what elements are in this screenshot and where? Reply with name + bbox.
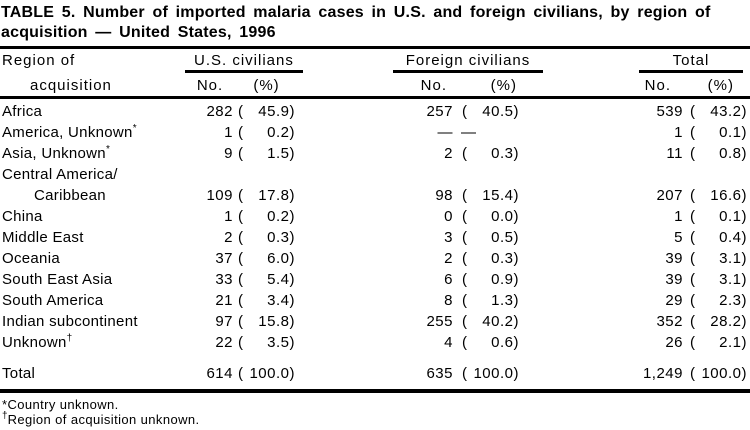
pct-value: 100.0	[701, 365, 742, 382]
pct-value: 40.5	[482, 103, 514, 120]
us-civilians-pct: ( 0.3)	[238, 229, 295, 246]
pct-value: 0.2	[267, 208, 290, 225]
table-row	[0, 290, 750, 311]
foreign-civilians-pct: ( 0.9)	[462, 271, 519, 288]
pct-value: 1.5	[267, 145, 290, 162]
row-label: China	[2, 208, 43, 225]
table-row	[0, 363, 750, 385]
foreign-civilians-group-label: Foreign civilians	[393, 52, 543, 73]
table-title-line2: acquisition — United States, 1996	[1, 24, 276, 41]
total-pct: ( 28.2)	[690, 313, 747, 330]
total-group-header	[522, 52, 750, 73]
total-no: 39	[665, 250, 683, 267]
row-label: America, Unknown*	[2, 123, 137, 141]
us-civilians-no: 33	[215, 271, 233, 288]
table-row	[0, 332, 750, 353]
us-civilians-pct	[235, 164, 298, 185]
us-civilians-group-header	[185, 52, 298, 73]
pct-value: 100.0	[249, 365, 290, 382]
us-civilians-no: 9	[224, 145, 233, 162]
foreign-civilians-group-header	[298, 52, 531, 73]
pct-value: 40.2	[482, 313, 514, 330]
total-pct: ( 0.1)	[690, 208, 747, 225]
foreign-civilians-pct: ( 0.3)	[462, 145, 519, 162]
total-no: 11	[666, 145, 683, 162]
pct-value: 0.3	[267, 229, 290, 246]
foreign-civilians-pct: ( 1.3)	[462, 292, 519, 309]
row-label: Unknown†	[2, 333, 73, 351]
pct-value: 0.2	[267, 124, 290, 141]
total-pct: ( 3.1)	[690, 250, 747, 267]
foreign-civilians-no: 6	[444, 271, 453, 288]
total-pct: ( 0.8)	[690, 145, 747, 162]
table-row	[0, 206, 750, 227]
foreign-civilians-no: 635	[426, 365, 453, 382]
us-civilians-pct: ( 6.0)	[238, 250, 295, 267]
footnote-marker: †	[2, 410, 8, 422]
pct-value: 0.3	[491, 145, 514, 162]
us-civilians-no: 1	[224, 124, 233, 141]
pct-value: 15.8	[258, 313, 290, 330]
foreign-no-column-header: No.	[420, 77, 447, 94]
table-total-section	[0, 363, 750, 385]
total-no: 29	[665, 292, 683, 309]
us-civilians-no: 109	[206, 187, 233, 204]
table-header	[0, 49, 750, 96]
foreign-civilians-no: 0	[444, 208, 453, 225]
footnote-text: Country unknown.	[7, 397, 119, 412]
table-title	[0, 0, 750, 43]
table-row	[0, 122, 750, 143]
us-civilians-pct: ( 5.4)	[238, 271, 295, 288]
pct-value: 0.4	[719, 229, 742, 246]
total-pct: ( 0.4)	[690, 229, 747, 246]
foreign-civilians-pct: ( 0.3)	[462, 250, 519, 267]
total-no: 39	[665, 271, 683, 288]
us-civilians-no: 282	[206, 103, 233, 120]
pct-value: 1.3	[491, 292, 514, 309]
footnote-marker-superscript: *	[132, 123, 137, 134]
row-label: Central America/	[2, 166, 118, 183]
total-pct: ( 100.0)	[690, 365, 747, 382]
foreign-civilians-pct: ( 0.6)	[462, 334, 519, 351]
total-pct: ( 16.6)	[690, 187, 747, 204]
pct-value: 17.8	[258, 187, 290, 204]
pct-value: 3.5	[267, 334, 290, 351]
footnote-text: Region of acquisition unknown.	[7, 412, 200, 427]
total-pct	[685, 164, 750, 185]
table-row	[0, 227, 750, 248]
row-label: Indian subcontinent	[2, 313, 138, 330]
us-civilians-pct: ( 3.5)	[238, 334, 295, 351]
us-civilians-no	[185, 164, 235, 185]
total-pct: ( 3.1)	[690, 271, 747, 288]
total-no: 352	[656, 313, 683, 330]
table-row	[0, 185, 750, 206]
total-pct: ( 43.2)	[690, 103, 747, 120]
footnote-marker: *	[2, 397, 8, 412]
foreign-civilians-no: —	[437, 124, 453, 141]
table-row	[0, 248, 750, 269]
pct-value: 0.1	[719, 208, 742, 225]
total-no: 539	[656, 103, 683, 120]
row-label: Caribbean	[34, 187, 106, 204]
row-label: Africa	[2, 103, 43, 120]
us-civilians-pct: ( 0.2)	[238, 124, 295, 141]
foreign-civilians-no: 255	[426, 313, 453, 330]
total-pct: ( 0.1)	[690, 124, 747, 141]
row-label: South East Asia	[2, 271, 113, 288]
pct-value: 0.5	[491, 229, 514, 246]
us-civilians-pct: ( 45.9)	[238, 103, 295, 120]
pct-value: 100.0	[473, 365, 514, 382]
pct-value: 0.1	[719, 124, 742, 141]
row-label: Asia, Unknown*	[2, 144, 110, 162]
pct-value: 28.2	[710, 313, 742, 330]
table-body	[0, 101, 750, 353]
row-label: Oceania	[2, 250, 60, 267]
total-no: 5	[674, 229, 683, 246]
foreign-civilians-no: 2	[444, 145, 453, 162]
us-civilians-no: 614	[206, 365, 233, 382]
foreign-civilians-pct: ( 40.5)	[462, 103, 519, 120]
foreign-civilians-no: 4	[444, 334, 453, 351]
pct-value: 0.3	[491, 250, 514, 267]
us-no-column-header: No.	[196, 77, 224, 94]
table-title-line1: TABLE 5. Number of imported malaria cases in U.S. and foreign civilians, by region of	[1, 4, 711, 21]
table-row	[0, 101, 750, 122]
row-label: Total	[2, 365, 36, 382]
footnotes	[0, 393, 750, 427]
total-pct: ( 2.1)	[690, 334, 747, 351]
total-pct-column-header: (%)	[707, 77, 734, 94]
pct-value: 5.4	[267, 271, 290, 288]
row-label: South America	[2, 292, 104, 309]
pct-value: 3.1	[719, 271, 742, 288]
foreign-civilians-pct: ( 15.4)	[462, 187, 519, 204]
us-civilians-pct: ( 100.0)	[238, 365, 295, 382]
us-pct-column-header: (%)	[253, 77, 280, 94]
table-row	[0, 311, 750, 332]
foreign-civilians-pct: ( 0.5)	[462, 229, 519, 246]
us-civilians-pct: ( 1.5)	[238, 145, 295, 162]
pct-value: 3.1	[719, 250, 742, 267]
us-civilians-group-label: U.S. civilians	[185, 52, 303, 73]
total-no: 1,249	[642, 365, 683, 382]
row-label: Middle East	[2, 229, 84, 246]
pct-value: 0.0	[491, 208, 514, 225]
us-civilians-no: 97	[215, 313, 233, 330]
total-no	[522, 164, 685, 185]
region-header-line2: acquisition	[30, 77, 112, 94]
foreign-pct-column-header: (%)	[490, 77, 517, 94]
foreign-civilians-pct: ( 40.2)	[462, 313, 519, 330]
footnote-marker-superscript: †	[66, 333, 73, 344]
table-row	[0, 164, 750, 185]
region-header-line1: Region of	[2, 52, 76, 69]
us-civilians-pct: ( 0.2)	[238, 208, 295, 225]
pct-value: 6.0	[267, 250, 290, 267]
pct-value: 45.9	[258, 103, 290, 120]
total-group-label: Total	[639, 52, 743, 73]
pct-value: 43.2	[710, 103, 742, 120]
footnote-region-unknown	[2, 412, 750, 427]
foreign-civilians-no: 2	[444, 250, 453, 267]
header-divider-rule	[0, 96, 750, 99]
us-civilians-pct: ( 15.8)	[238, 313, 295, 330]
foreign-civilians-pct	[455, 164, 522, 185]
foreign-civilians-pct: ( 0.0)	[462, 208, 519, 225]
pct-value: 3.4	[267, 292, 290, 309]
us-civilians-pct: ( 3.4)	[238, 292, 295, 309]
total-pct: ( 2.3)	[690, 292, 747, 309]
foreign-civilians-no: 8	[444, 292, 453, 309]
foreign-civilians-no: 3	[444, 229, 453, 246]
foreign-civilians-no	[298, 164, 455, 185]
foreign-civilians-no: 98	[435, 187, 453, 204]
total-no: 207	[656, 187, 683, 204]
foreign-civilians-no: 257	[426, 103, 453, 120]
pct-value: 2.3	[719, 292, 742, 309]
foreign-civilians-pct: ( 100.0)	[462, 365, 519, 382]
pct-value: 2.1	[719, 334, 742, 351]
total-no: 1	[674, 208, 683, 225]
total-no-column-header: No.	[644, 77, 671, 94]
us-civilians-pct: ( 17.8)	[238, 187, 295, 204]
footnote-marker-superscript: *	[105, 144, 110, 155]
pct-value: 0.6	[491, 334, 514, 351]
footnote-country-unknown	[2, 397, 750, 412]
table-row	[0, 143, 750, 164]
total-no: 26	[665, 334, 683, 351]
pct-value: 0.9	[491, 271, 514, 288]
us-civilians-no: 22	[215, 334, 233, 351]
total-no: 1	[674, 124, 683, 141]
us-civilians-no: 21	[215, 292, 233, 309]
us-civilians-no: 37	[215, 250, 233, 267]
table-row	[0, 269, 750, 290]
pct-value: 0.8	[719, 145, 742, 162]
pct-value: 15.4	[482, 187, 514, 204]
foreign-civilians-pct: —	[461, 124, 477, 141]
us-civilians-no: 2	[224, 229, 233, 246]
pct-value: 16.6	[710, 187, 742, 204]
us-civilians-no: 1	[224, 208, 233, 225]
